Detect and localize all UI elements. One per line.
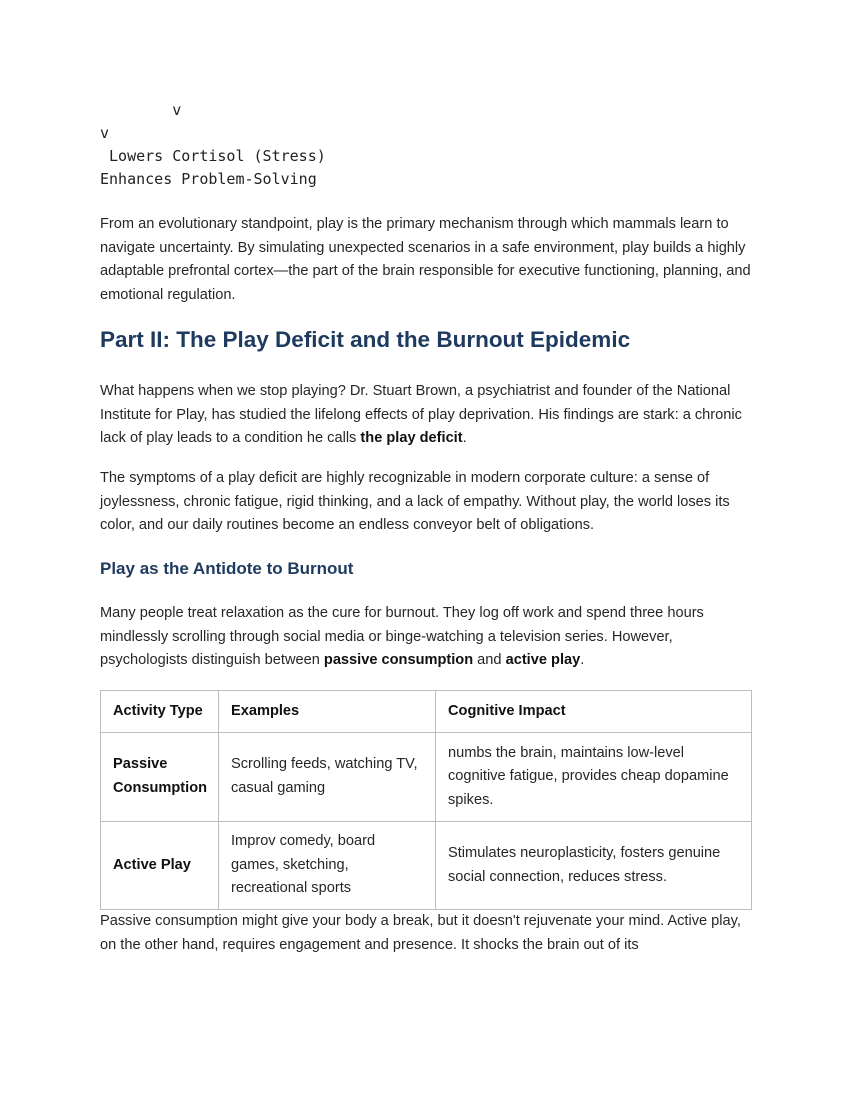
impact-cell: Stimulates neuroplasticity, fosters genuine social connection, reduces stress. [436,822,752,910]
activity-type-cell: Passive Consumption [101,733,219,822]
impact-cell: numbs the brain, maintains low-level cognitive fatigue, provides cheap dopamine spikes. [436,733,752,822]
flow-step [100,145,326,168]
paragraph-text: What happens when we stop playing? Dr. Stuart Brown, a psychiatrist and founder of the National Institute for Play, has studied the lifelong effects of play deprivation. His findings are stark: a chronic lack of play leads to a condition he calls [100,383,742,447]
table-header-row [101,691,752,733]
flow-arrow [100,99,181,122]
section-heading: Part II: The Play Deficit and the Burnout Epidemic [100,327,631,352]
table-row [101,733,752,822]
paragraph-text: Many people treat relaxation as the cure for burnout. They log off work and spend three hours mindlessly scrolling through social media or binge-watching a television series. However, psychologists distinguish between [100,605,704,669]
table-header-cell: Activity Type [101,691,219,733]
paragraph-text: and [473,652,506,669]
bold-term: the play deficit [360,430,463,447]
flow-arrow-glyph: v [172,101,182,119]
bold-term: active play [505,652,581,669]
burnout-paragraph [100,602,752,673]
flow-arrow: v [100,124,110,142]
paragraph-text: . [580,652,585,669]
examples-cell: Scrolling feeds, watching TV, casual gaming [219,733,436,822]
activity-type-cell: Active Play [101,822,219,910]
flow-step: Enhances Problem-Solving [100,170,317,188]
activity-comparison-table [100,690,752,910]
play-deficit-paragraph [100,380,752,451]
symptoms-paragraph: The symptoms of a play deficit are highly recognizable in modern corporate culture: a sense of joylessness, chronic fatigue, rigid thinking, and a lack of empathy. Without play, the world loses its color, and our daily routines become an endless conveyor belt of obligations. [100,470,730,534]
table-header-cell: Cognitive Impact [436,691,752,733]
subsection-heading: Play as the Antidote to Burnout [100,559,354,578]
flow-step-text: Lowers Cortisol (Stress) [109,147,326,165]
table-header-cell: Examples [219,691,436,733]
bold-term: passive consumption [323,652,474,669]
examples-cell: Improv comedy, board games, sketching, recreational sports [219,822,436,910]
intro-paragraph: From an evolutionary standpoint, play is the primary mechanism through which mammals learn to navigate uncertainty. By simulating unexpected scenarios in a safe environment, play builds a highly adaptable prefrontal cortex—the part of the brain responsible for executive functioning, planning, and emotional regulation. [100,216,751,303]
closing-paragraph: Passive consumption might give your body a break, but it doesn't rejuvenate your mind. Active play, on the other hand, requires engagement and presence. It shocks the brain out of its [100,913,741,953]
paragraph-text: . [462,430,467,447]
table-row [101,822,752,910]
